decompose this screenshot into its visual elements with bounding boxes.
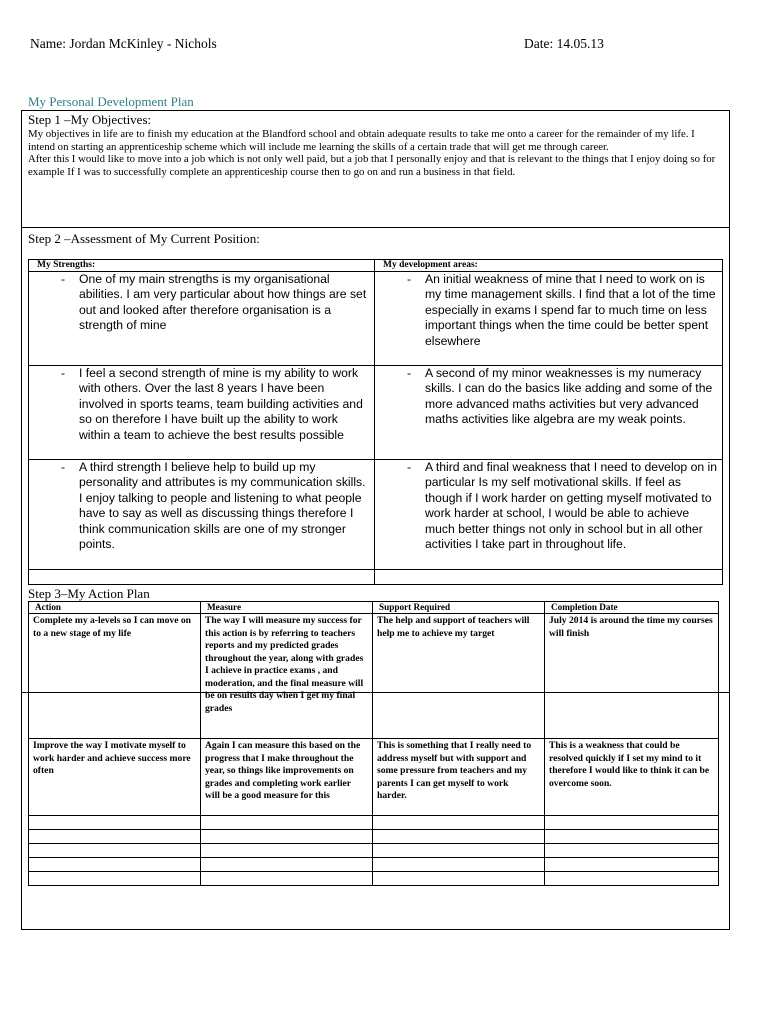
empty-cell [375, 570, 723, 585]
measure-cell: Again I can measure this based on the progress that I make throughout the year, so things like improvements on grades and completing work earlier will be a good measure for this [201, 739, 373, 816]
development-plan-frame [21, 110, 730, 930]
development-column-header: My development areas: [375, 260, 723, 272]
empty-row [29, 844, 719, 858]
completion-date-cell: July 2014 is around the time my courses will finish [545, 614, 719, 739]
student-name: Name: Jordan McKinley - Nichols [30, 36, 217, 51]
bullet-dash: - [406, 272, 411, 286]
plan-date: Date: 14.05.13 [524, 36, 604, 51]
measure-cell: The way I will measure my success for this action is by referring to teachers reports and my predicted grades throughout the year, along with grades I achieve in practice exams , and moderation, and the final measure will be on results day when I get my final grades [201, 614, 373, 739]
empty-row [29, 858, 719, 872]
action-column-header: Action [29, 602, 201, 614]
development-cell [375, 460, 723, 570]
bullet-dash: - [60, 272, 65, 286]
strength-text: I feel a second strength of mine is my ability to work with others. Over the last 8 years I have been involved in sports teams, team building activities and so on therefore I have built up the ability to work within a team to achieve the best results possible [79, 366, 363, 442]
development-text: An initial weakness of mine that I need to work on is my time management skills. I find that a lot of the time especially in exams I spend far to much time on less important things when the time could be better spent elsewhere [425, 272, 716, 348]
step1-heading: Step 1 –My Objectives: [28, 112, 152, 127]
strengths-table [28, 259, 723, 585]
step1-section [22, 111, 729, 228]
step2-heading: Step 2 –Assessment of My Current Position: [28, 231, 260, 246]
support-column-header: Support Required [373, 602, 545, 614]
empty-row [29, 830, 719, 844]
bullet-dash: - [60, 366, 65, 380]
strength-text: One of my main strengths is my organisational abilities. I am very particular about how things are set out and looked after therefore organisation is a strength of mine [79, 272, 367, 333]
objectives-paragraph-1: My objectives in life are to finish my education at the Blandford school and obtain adequate results to take me onto a career for the remainder of my life. I intend on starting an apprenticeship scheme which will include me learning the skills of a certain trade that will get me through career. [28, 128, 695, 153]
completion-date-cell: This is a weakness that could be resolved quickly if I set my mind to it therefore I would like to think it can be overcome soon. [545, 739, 719, 816]
bullet-dash: - [60, 460, 65, 474]
empty-cell [29, 570, 375, 585]
step3-section [22, 585, 729, 801]
development-text: A third and final weakness that I need to develop on in particular Is my self motivational skills. If feel as though if I work harder on getting myself motivated to work harder at school, I would be able to achieve much better things not only in school but in all other activities I take part in throughout life. [425, 460, 718, 552]
strength-text: A third strength I believe help to build up my personality and attributes is my communication skills. I enjoy talking to people and listening to what people have to say as well as discussing things therefore I think communication skills are one of my stronger points. [79, 460, 366, 552]
strengths-column-header: My Strengths: [29, 260, 375, 272]
support-cell: The help and support of teachers will help me to achieve my target [373, 614, 545, 739]
development-text: A second of my minor weaknesses is my numeracy skills. I can do the basics like adding and some of the more advanced maths activities but very advanced maths activities like algebra are my weak points. [425, 366, 713, 427]
strength-cell [29, 460, 375, 570]
development-cell [375, 366, 723, 460]
bullet-dash: - [406, 460, 411, 474]
empty-row [29, 816, 719, 830]
development-cell [375, 272, 723, 366]
objectives-paragraph-2: After this I would like to move into a job which is not only well paid, but a job that I personally enjoy and that is relevant to the things that I enjoy doing so for example If I was to successfully complete an apprenticeship course then to go on and run a business in that field. [28, 153, 716, 178]
step3-heading: Step 3–My Action Plan [28, 586, 150, 601]
support-cell: This is something that I really need to address myself but with support and some pressure from teachers and my parents I can get myself to work harder. [373, 739, 545, 816]
page-title: My Personal Development Plan [28, 94, 194, 109]
strength-cell [29, 272, 375, 366]
action-cell: Improve the way I motivate myself to work harder and achieve success more often [29, 739, 201, 816]
action-cell: Complete my a-levels so I can move on to a new stage of my life [29, 614, 201, 739]
strength-cell [29, 366, 375, 460]
measure-column-header: Measure [201, 602, 373, 614]
completion-date-column-header: Completion Date [545, 602, 719, 614]
action-plan-table [28, 601, 719, 886]
empty-row [29, 872, 719, 886]
bullet-dash: - [406, 366, 411, 380]
